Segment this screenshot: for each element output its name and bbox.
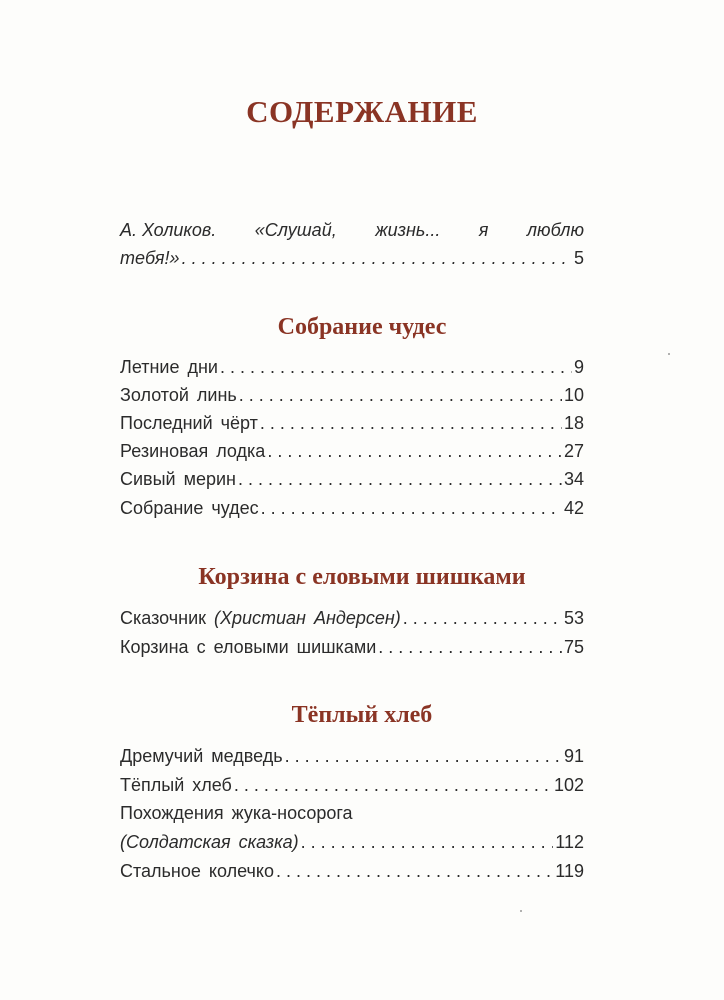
toc-entry-title: Собрание чудес [120,498,259,518]
print-speck [668,353,670,355]
dot-leader [260,409,562,437]
toc-entry-title-text: Сказочник [120,608,206,628]
toc-entry-title: Золотой линь [120,385,237,405]
intro-word: люблю [526,220,584,240]
toc-page-number: 10 [563,385,584,405]
toc-entry [120,437,584,465]
toc-page-number: 5 [573,248,584,268]
toc-entry-subtitle [120,828,299,856]
intro-word: я [478,220,489,240]
toc-entry-intro-line1 [120,216,584,244]
toc-page-number: 27 [563,441,584,461]
toc-entry-title: тебя!» [120,248,180,268]
toc-entry-intro-line2 [120,244,584,272]
dot-leader [234,771,552,799]
dot-leader [238,465,562,493]
dot-leader [220,353,572,381]
toc-entry-title: Стальное колечко [120,861,274,881]
toc-entry-title: Корзина с еловыми шишками [120,637,377,657]
toc-page-number: 18 [563,413,584,433]
toc-page-number: 112 [555,832,584,852]
dot-leader [261,494,562,522]
toc-page-number: 34 [563,469,584,489]
dot-leader [276,857,553,885]
toc-entry [120,353,584,381]
toc-page-number: 102 [553,775,584,795]
dot-leader [182,244,572,272]
toc-entry [120,771,584,799]
toc-entry-subtitle: (Христиан Андерсен) [214,608,401,628]
toc-entry [120,633,584,661]
section-heading: Корзина с еловыми шишками [198,564,526,590]
toc-entry [120,409,584,437]
toc-page-number: 9 [573,357,584,377]
intro-word: «Слушай, [254,220,337,240]
toc-entry-title: Резиновая лодка [120,441,266,461]
toc-entry [120,465,584,493]
toc-entry-title: Похождения жука-носорога [120,803,353,823]
dot-leader [403,604,562,632]
toc-entry [120,799,584,827]
toc-entry-title: Сивый мерин [120,469,237,489]
toc-entry-title: Летние дни [120,357,218,377]
section-heading: Собрание чудес [277,314,447,340]
section-heading: Тёплый хлеб [291,702,433,728]
dot-leader [378,633,562,661]
toc-entry-subtitle-text: (Солдатская сказка) [120,832,299,852]
toc-entry-title: Дремучий медведь [120,746,283,766]
dot-leader [301,828,554,856]
toc-entry-title: Тёплый хлеб [120,775,232,795]
toc-page-number: 75 [563,637,584,657]
dot-leader [267,437,562,465]
toc-page-number: 91 [563,746,584,766]
toc-entry [120,742,584,770]
dot-leader [239,381,562,409]
toc-page-number: 42 [563,498,584,518]
toc-entry [120,604,584,632]
toc-entry [120,381,584,409]
print-speck [520,910,522,912]
toc-entry [120,857,584,885]
intro-word: жизнь... [375,220,441,240]
toc-entry-title: Последний чёрт [120,413,258,433]
toc-page-number: 53 [563,608,584,628]
dot-leader [285,742,562,770]
toc-page-number: 119 [555,861,584,881]
toc-entry [120,828,584,856]
intro-word: А. Холиков. [120,220,217,240]
toc-entry-title [120,604,401,632]
page-title: СОДЕРЖАНИЕ [246,94,478,129]
toc-entry [120,494,584,522]
